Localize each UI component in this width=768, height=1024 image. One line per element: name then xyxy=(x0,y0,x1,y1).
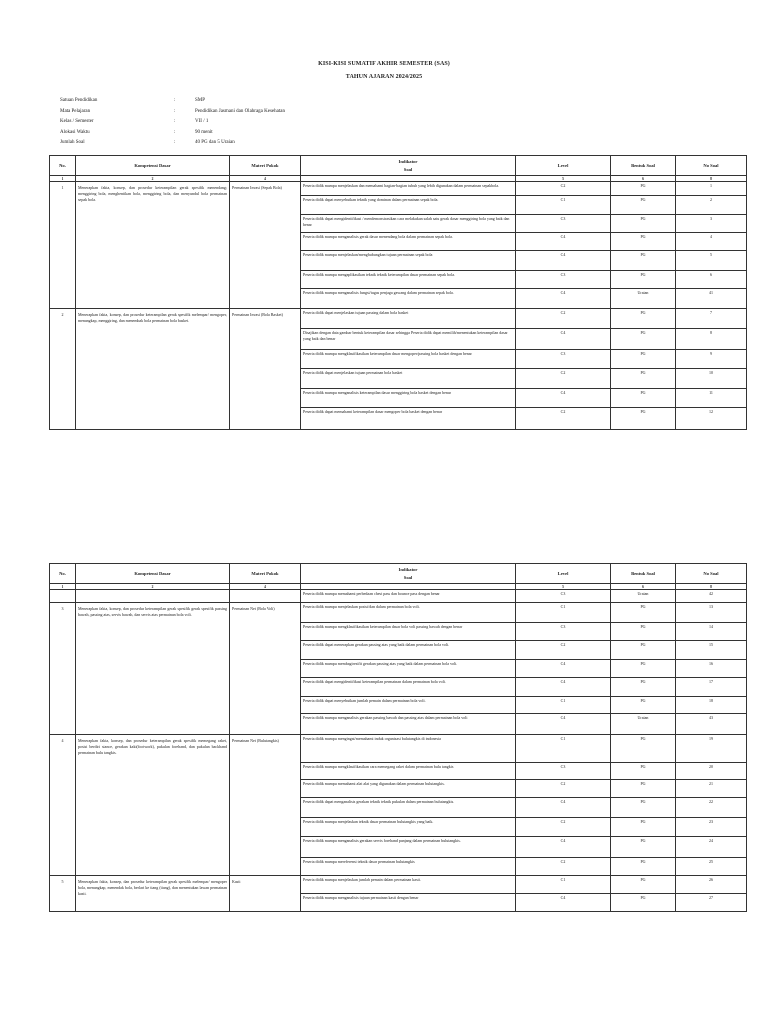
level-cell: C1 xyxy=(516,697,611,714)
info-colon: : xyxy=(174,119,176,125)
no-soal-cell: 18 xyxy=(676,697,747,714)
no-soal-cell: 42 xyxy=(676,590,747,603)
materi-pokok-cell: Permainan Net (Bola Voli) xyxy=(230,603,301,735)
indikator-cell: Peserta didik dapat mengidentifikasi / mendemonstrasikan cara melakukan salah satu gerak dasar menggiring bola yang baik dan benar xyxy=(301,215,516,233)
level-cell: C1 xyxy=(516,876,611,894)
document-title: KISI-KISI SUMATIF AKHIR SEMESTER (SAS) xyxy=(318,61,450,67)
column-number: 2 xyxy=(76,176,230,182)
bentuk-soal-cell: PG xyxy=(611,660,676,678)
level-cell: C4 xyxy=(516,678,611,697)
kompetensi-dasar-cell xyxy=(76,590,230,603)
indikator-cell: Peserta didik dapat menjelaskan tujuan passing dalam bola basket xyxy=(301,309,516,329)
table-row xyxy=(50,603,747,623)
table-row xyxy=(50,876,747,894)
header-bentuk-soal: Bentuk Soal xyxy=(611,156,676,176)
bentuk-soal-cell: PG xyxy=(611,641,676,660)
level-cell: C4 xyxy=(516,837,611,858)
no-soal-cell: 41 xyxy=(676,289,747,309)
info-label: Satuan Pendidikan xyxy=(60,98,98,103)
column-number: 1 xyxy=(50,176,76,182)
indikator-cell: Peserta didik mampu menjelaskan jumlah pemain dalam permainan kasti. xyxy=(301,876,516,894)
kompetensi-dasar-cell: Menerapkan fakta, konsep, dan prosedur keterampilan gerak spesifik gerak spesifik passing bawah, passing atas, servis bawah, dan servis atas permainan bola voli. xyxy=(76,603,230,735)
bentuk-soal-cell: PG xyxy=(611,837,676,858)
kisi-kisi-table-page-1 xyxy=(49,155,747,430)
kompetensi-dasar-cell: Menerapkan fakta, konsep, dan prosedur keterampilan gerak spesifik menendang; menggiring bola, menghentikan bola, menggiring bola, dan menyundul bola permainan sepak bola. xyxy=(76,182,230,309)
info-label: Kelas / Semester xyxy=(60,119,94,125)
level-cell: C2 xyxy=(516,858,611,876)
row-number: 2 xyxy=(50,309,76,430)
level-cell: C4 xyxy=(516,233,611,251)
level-cell: C1 xyxy=(516,735,611,763)
table-row xyxy=(50,182,747,196)
header-indikator-line1: Indikator xyxy=(398,159,418,164)
no-soal-cell: 8 xyxy=(676,329,747,350)
info-label: Jumlah Soal xyxy=(60,140,85,146)
table-row xyxy=(50,735,747,763)
level-cell: C3 xyxy=(516,215,611,233)
bentuk-soal-cell: PG xyxy=(611,215,676,233)
level-cell: C4 xyxy=(516,289,611,309)
header-indikator-line1: Indikator xyxy=(398,567,418,572)
indikator-cell: Peserta didik mampu menganalisis gerakan passing bawah dan passing atas dalam permainan bola voli xyxy=(301,714,516,735)
level-cell: C4 xyxy=(516,251,611,271)
indikator-cell: Peserta didik dapat menerapkan gerakan passing atas yang baik dalam permainan bola voli. xyxy=(301,641,516,660)
indikator-cell: Peserta didik dapat menyebutkan teknik yang dominan dalam permainan sepak bola. xyxy=(301,196,516,215)
row-number: 5 xyxy=(50,876,76,912)
info-value: SMP xyxy=(195,98,206,103)
indikator-cell: Peserta didik mampu menganalisis gerakan servis forehand panjang dalam permainan bulutangkis. xyxy=(301,837,516,858)
indikator-cell: Peserta didik dapat menyebutkan jumlah pemain dalam permainan bola voli. xyxy=(301,697,516,714)
info-row xyxy=(60,140,460,151)
no-soal-cell: 26 xyxy=(676,876,747,894)
info-colon: : xyxy=(174,129,176,135)
column-number: 8 xyxy=(676,176,747,182)
header-materi-pokok: Materi Pokok xyxy=(230,564,301,584)
no-soal-cell: 10 xyxy=(676,369,747,389)
indikator-cell: Peserta didik dapat memahami keterampilan dasar mengoper bola basket dengan benar xyxy=(301,408,516,430)
bentuk-soal-cell: PG xyxy=(611,603,676,623)
info-value: Pendidikan Jasmani dan Olahraga Kesehatan xyxy=(195,108,285,114)
no-soal-cell: 4 xyxy=(676,233,747,251)
level-cell: C1 xyxy=(516,196,611,215)
level-cell: C2 xyxy=(516,369,611,389)
indikator-cell: Disajikan dengan data gambar bentuk keterampilan dasar sehingga Peserta didik dapat memilih/menentukan keterampilan dasar yang baik dan benar xyxy=(301,329,516,350)
bentuk-soal-cell: PG xyxy=(611,369,676,389)
document-subtitle: TAHUN AJARAN 2024/2025 xyxy=(345,74,423,80)
level-cell: C3 xyxy=(516,763,611,780)
indikator-cell: Peserta didik mampu mengklasifikasikan keterampilan dasar bola voli passing bawah dengan benar xyxy=(301,623,516,641)
bentuk-soal-cell: PG xyxy=(611,389,676,408)
bentuk-soal-cell: PG xyxy=(611,876,676,894)
indikator-cell: Peserta didik mampu menganalisis fungsi/tugas penjaga gawang dalam permainan sepak bola. xyxy=(301,289,516,309)
header-indikator-line2: Soal xyxy=(403,167,413,172)
indikator-cell: Peserta didik mampu menjelaskan posisi/dan dalam permainan bola voli. xyxy=(301,603,516,623)
row-number: 1 xyxy=(50,182,76,309)
column-number: 5 xyxy=(516,176,611,182)
bentuk-soal-cell: PG xyxy=(611,818,676,837)
no-soal-cell: 20 xyxy=(676,763,747,780)
no-soal-cell: 2 xyxy=(676,196,747,215)
level-cell: C2 xyxy=(516,818,611,837)
header-no-soal: No Soal xyxy=(676,156,747,176)
level-cell: C4 xyxy=(516,714,611,735)
no-soal-cell: 15 xyxy=(676,641,747,660)
header-indikator-line2: Soal xyxy=(403,575,413,580)
header-kompetensi-dasar: Kompetensi Dasar xyxy=(76,156,230,176)
level-cell: C3 xyxy=(516,623,611,641)
no-soal-cell: 27 xyxy=(676,894,747,912)
materi-pokok-cell: Permainan Invasi (Sepak Bola) xyxy=(230,182,301,309)
indikator-cell: Peserta didik dapat menganalisis gerakan teknik teknik pukulan dalam permainan bulutangkis. xyxy=(301,798,516,818)
column-number: 6 xyxy=(611,584,676,590)
indikator-cell: Peserta didik mampu menjelaskan teknik dasar permainan bulutangkis yang baik. xyxy=(301,818,516,837)
column-number: 4 xyxy=(230,176,301,182)
info-colon: : xyxy=(174,140,176,146)
header-bentuk-soal: Bentuk Soal xyxy=(611,564,676,584)
bentuk-soal-cell: PG xyxy=(611,763,676,780)
level-cell: C4 xyxy=(516,329,611,350)
identity-block xyxy=(60,98,460,151)
bentuk-soal-cell: PG xyxy=(611,271,676,289)
indikator-cell: Peserta didik mampu menganalisis tujuan permainan kasti dengan benar xyxy=(301,894,516,912)
no-soal-cell: 21 xyxy=(676,780,747,798)
bentuk-soal-cell: PG xyxy=(611,329,676,350)
level-cell: C2 xyxy=(516,309,611,329)
column-number: 1 xyxy=(50,584,76,590)
level-cell: C4 xyxy=(516,389,611,408)
no-soal-cell: 5 xyxy=(676,251,747,271)
kompetensi-dasar-cell: Menerapkan fakta, konsep, dan prosedur keterampilan gerak spesifik memegang raket, posisi berdiri stance, gerakan kaki(footwork), pukulan forehand, dan pukulan backhand permainan bulu tangkis. xyxy=(76,735,230,876)
bentuk-soal-cell: PG xyxy=(611,196,676,215)
no-soal-cell: 11 xyxy=(676,389,747,408)
row-number: 4 xyxy=(50,735,76,876)
indikator-cell: Peserta didik mampu mengaplikasikan teknik teknik keterampilan dasar permainan sepak bola. xyxy=(301,271,516,289)
level-cell: C3 xyxy=(516,271,611,289)
no-soal-cell: 3 xyxy=(676,215,747,233)
bentuk-soal-cell: Uraian xyxy=(611,714,676,735)
header-level: Level xyxy=(516,156,611,176)
info-value: VII / 1 xyxy=(195,119,209,125)
indikator-cell: Peserta didik mampu mengklasifikasikan keterampilan dasar mengoper/passing bola basket dengan benar xyxy=(301,350,516,369)
info-row xyxy=(60,119,460,130)
indikator-cell: Peserta didik mampu mereferensi teknik dasar permainan bulutangkis xyxy=(301,858,516,876)
bentuk-soal-cell: PG xyxy=(611,735,676,763)
no-soal-cell: 43 xyxy=(676,714,747,735)
table-row xyxy=(50,309,747,329)
bentuk-soal-cell: PG xyxy=(611,780,676,798)
indikator-cell: Peserta didik mampu menjelaskan dan memahami bagian-bagian tubuh yang lebih digunakan dalam permainan sepakbola. xyxy=(301,182,516,196)
no-soal-cell: 9 xyxy=(676,350,747,369)
info-colon: : xyxy=(174,108,176,114)
level-cell: C4 xyxy=(516,798,611,818)
level-cell: C2 xyxy=(516,641,611,660)
no-soal-cell: 1 xyxy=(676,182,747,196)
column-number: 5 xyxy=(516,584,611,590)
kompetensi-dasar-cell: Menerapkan fakta, konsep, dan prosedur keterampilan gerak spesifik melempar/ mengoper bola, menangkap, menendak bola, berlari ke tiang (tiang), dan menentukan lawan permainan kasti. xyxy=(76,876,230,912)
level-cell: C2 xyxy=(516,408,611,430)
info-label: Alokasi Waktu xyxy=(60,129,90,135)
bentuk-soal-cell: PG xyxy=(611,678,676,697)
bentuk-soal-cell: Uraian xyxy=(611,590,676,603)
no-soal-cell: 14 xyxy=(676,623,747,641)
header-level: Level xyxy=(516,564,611,584)
indikator-cell: Peserta didik mampu mengklasifikasikan cara memegang raket dalam permainan bulu tangkis xyxy=(301,763,516,780)
materi-pokok-cell xyxy=(230,590,301,603)
no-soal-cell: 17 xyxy=(676,678,747,697)
table-row xyxy=(50,590,747,603)
info-value: 40 PG dan 5 Uraian xyxy=(195,140,235,146)
no-soal-cell: 23 xyxy=(676,818,747,837)
info-row xyxy=(60,130,460,141)
bentuk-soal-cell: Uraian xyxy=(611,289,676,309)
level-cell: C1 xyxy=(516,603,611,623)
no-soal-cell: 19 xyxy=(676,735,747,763)
header-indikator xyxy=(301,156,516,176)
no-soal-cell: 22 xyxy=(676,798,747,818)
header-no: No. xyxy=(50,564,76,584)
indikator-cell: Peserta didik mampu membagiresifit gerakan passing atas yang baik dalam permainan bola voli. xyxy=(301,660,516,678)
bentuk-soal-cell: PG xyxy=(611,251,676,271)
materi-pokok-cell: Permainan Net (Bulutangkis) xyxy=(230,735,301,876)
header-row xyxy=(50,564,747,584)
bentuk-soal-cell: PG xyxy=(611,894,676,912)
level-cell: C2 xyxy=(516,780,611,798)
indikator-cell: Peserta didik mampu memahami perbedaan chest pass dan bounce pass dengan benar xyxy=(301,590,516,603)
bentuk-soal-cell: PG xyxy=(611,309,676,329)
row-number xyxy=(50,590,76,603)
header-no-soal: No Soal xyxy=(676,564,747,584)
bentuk-soal-cell: PG xyxy=(611,408,676,430)
info-row xyxy=(60,109,460,120)
materi-pokok-cell: Kasti xyxy=(230,876,301,912)
materi-pokok-cell: Permainan Invasi (Bola Basket) xyxy=(230,309,301,430)
no-soal-cell: 6 xyxy=(676,271,747,289)
bentuk-soal-cell: PG xyxy=(611,858,676,876)
indikator-cell: Peserta didik mampu menganalisis keterampilan dasar menggiring bola basket dengan benar xyxy=(301,389,516,408)
indikator-cell: Peserta didik mampu memahami alat alat yang digunakan dalam permainan bulutangkis. xyxy=(301,780,516,798)
row-number: 3 xyxy=(50,603,76,735)
header-indikator xyxy=(301,564,516,584)
no-soal-cell: 13 xyxy=(676,603,747,623)
indikator-cell: Peserta didik mampu menganalisis gerak dasar menendang bola dalam permainan sepak bola. xyxy=(301,233,516,251)
info-value: 90 menit xyxy=(195,129,213,135)
bentuk-soal-cell: PG xyxy=(611,182,676,196)
info-label: Mata Pelajaran xyxy=(60,108,91,114)
header-no: No. xyxy=(50,156,76,176)
column-number: 2 xyxy=(76,584,230,590)
level-cell: C3 xyxy=(516,590,611,603)
level-cell: C2 xyxy=(516,182,611,196)
no-soal-cell: 24 xyxy=(676,837,747,858)
level-cell: C4 xyxy=(516,894,611,912)
bentuk-soal-cell: PG xyxy=(611,233,676,251)
indikator-cell: Peserta didik mampu menjelaskan/menghubungkan tujuan permainan sepak bola xyxy=(301,251,516,271)
indikator-cell: Peserta didik dapat menjelaskan tujuan permainan bola basket xyxy=(301,369,516,389)
column-number: 4 xyxy=(230,584,301,590)
header-row xyxy=(50,156,747,176)
kompetensi-dasar-cell: Menerapkan fakta, konsep, dan prosedur keterampilan gerak spesifik melempar/ mengoper, menangkap, menggiring, dan menembak bola permainan bola basket. xyxy=(76,309,230,430)
indikator-cell: Peserta didik mampu mengingat/memahami induk organisasi bulutangkis di indonesia xyxy=(301,735,516,763)
no-soal-cell: 7 xyxy=(676,309,747,329)
info-row xyxy=(60,98,460,109)
column-number: 8 xyxy=(676,584,747,590)
level-cell: C3 xyxy=(516,350,611,369)
header-materi-pokok: Materi Pokok xyxy=(230,156,301,176)
no-soal-cell: 12 xyxy=(676,408,747,430)
bentuk-soal-cell: PG xyxy=(611,798,676,818)
bentuk-soal-cell: PG xyxy=(611,697,676,714)
header-kompetensi-dasar: Kompetensi Dasar xyxy=(76,564,230,584)
info-colon: : xyxy=(174,98,176,103)
level-cell: C4 xyxy=(516,660,611,678)
no-soal-cell: 16 xyxy=(676,660,747,678)
indikator-cell: Peserta didik dapat mengidentifikasi keterampilan permainan dalam permainan bola voli. xyxy=(301,678,516,697)
bentuk-soal-cell: PG xyxy=(611,623,676,641)
column-number: 6 xyxy=(611,176,676,182)
kisi-kisi-table-page-2 xyxy=(49,563,747,912)
bentuk-soal-cell: PG xyxy=(611,350,676,369)
no-soal-cell: 25 xyxy=(676,858,747,876)
